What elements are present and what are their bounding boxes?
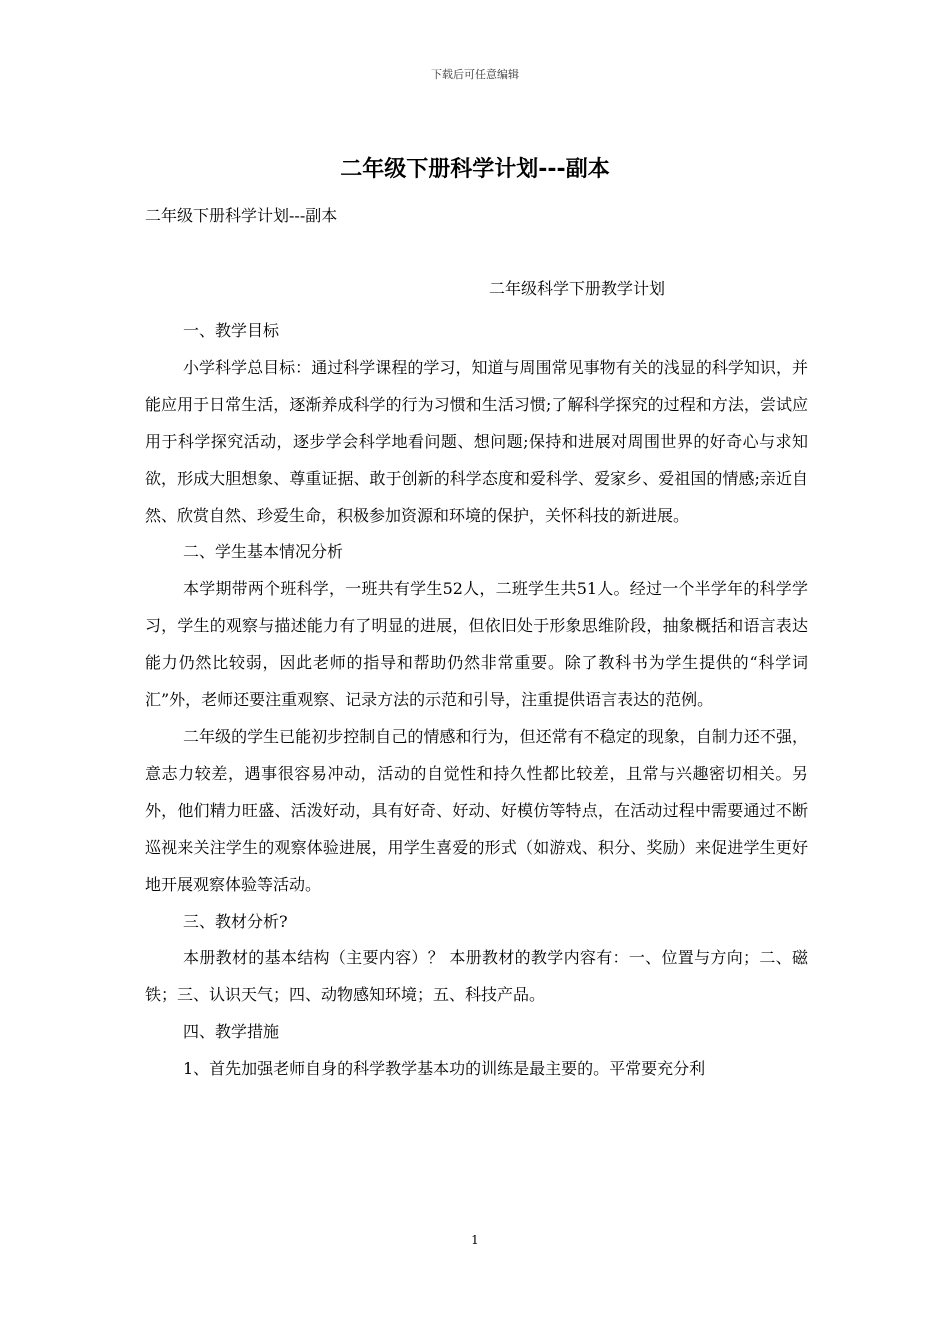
- paragraph-students-2: 二年级的学生已能初步控制自己的情感和行为，但还常有不稳定的现象，自制力还不强，意志力较差，遇事很容易冲动，活动的自觉性和持久性都比较差，且常与兴趣密切相关。另外，他们精力旺盛、活泼好动，具有好奇、好动、好模仿等特点，在活动过程中需要通过不断巡视来关注学生的观察体验进展，用学生喜爱的形式（如游戏、积分、奖励）来促进学生更好地开展观察体验等活动。: [145, 726, 808, 894]
- section-heading-materials: 三、教材分析?: [183, 911, 288, 931]
- plan-heading: 二年级科学下册教学计划: [489, 279, 666, 298]
- page-number: 1: [471, 1233, 479, 1247]
- section-heading-goals: 一、教学目标: [183, 321, 280, 340]
- paragraph-students-1: 本学期带两个班科学，一班共有学生52人，二班学生共51人。经过一个半学年的科学学习，学生的观察与描述能力有了明显的进展，但依旧处于形象思维阶段，抽象概括和语言表达能力仍然比较弱，因此老师的指导和帮助仍然非常重要。除了教科书为学生提供的“科学词汇”外，老师还要注重观察、记录方法的示范和引导，注重提供语言表达的范例。: [145, 579, 808, 710]
- section-heading-students: 二、学生基本情况分析: [183, 542, 344, 562]
- paragraph-materials: 本册教材的基本结构（主要内容）？ 本册教材的教学内容有：一、位置与方向；二、磁铁；三、认识天气；四、动物感知环境；五、科技产品。: [145, 948, 808, 1005]
- header-note: 下载后可任意编辑: [431, 68, 519, 81]
- document-title: 二年级下册科学计划---副本: [340, 157, 610, 182]
- document-body: [145, 313, 808, 1088]
- document-subtitle: 二年级下册科学计划---副本: [145, 206, 338, 225]
- paragraph-measures-1: 1、首先加强老师自身的科学教学基本功的训练是最主要的。平常要充分利: [183, 1059, 706, 1079]
- paragraph-goals: 小学科学总目标：通过科学课程的学习，知道与周围常见事物有关的浅显的科学知识，并能应用于日常生活，逐渐养成科学的行为习惯和生活习惯;了解科学探究的过程和方法，尝试应用于科学探究活动，逐步学会科学地看问题、想问题;保持和进展对周围世界的好奇心与求知欲，形成大胆想象、尊重证据、敢于创新的科学态度和爱科学、爱家乡、爱祖国的情感;亲近自然、欣赏自然、珍爱生命，积极参加资源和环境的保护，关怀科技的新进展。: [145, 357, 808, 525]
- section-heading-measures: 四、教学措施: [183, 1022, 280, 1042]
